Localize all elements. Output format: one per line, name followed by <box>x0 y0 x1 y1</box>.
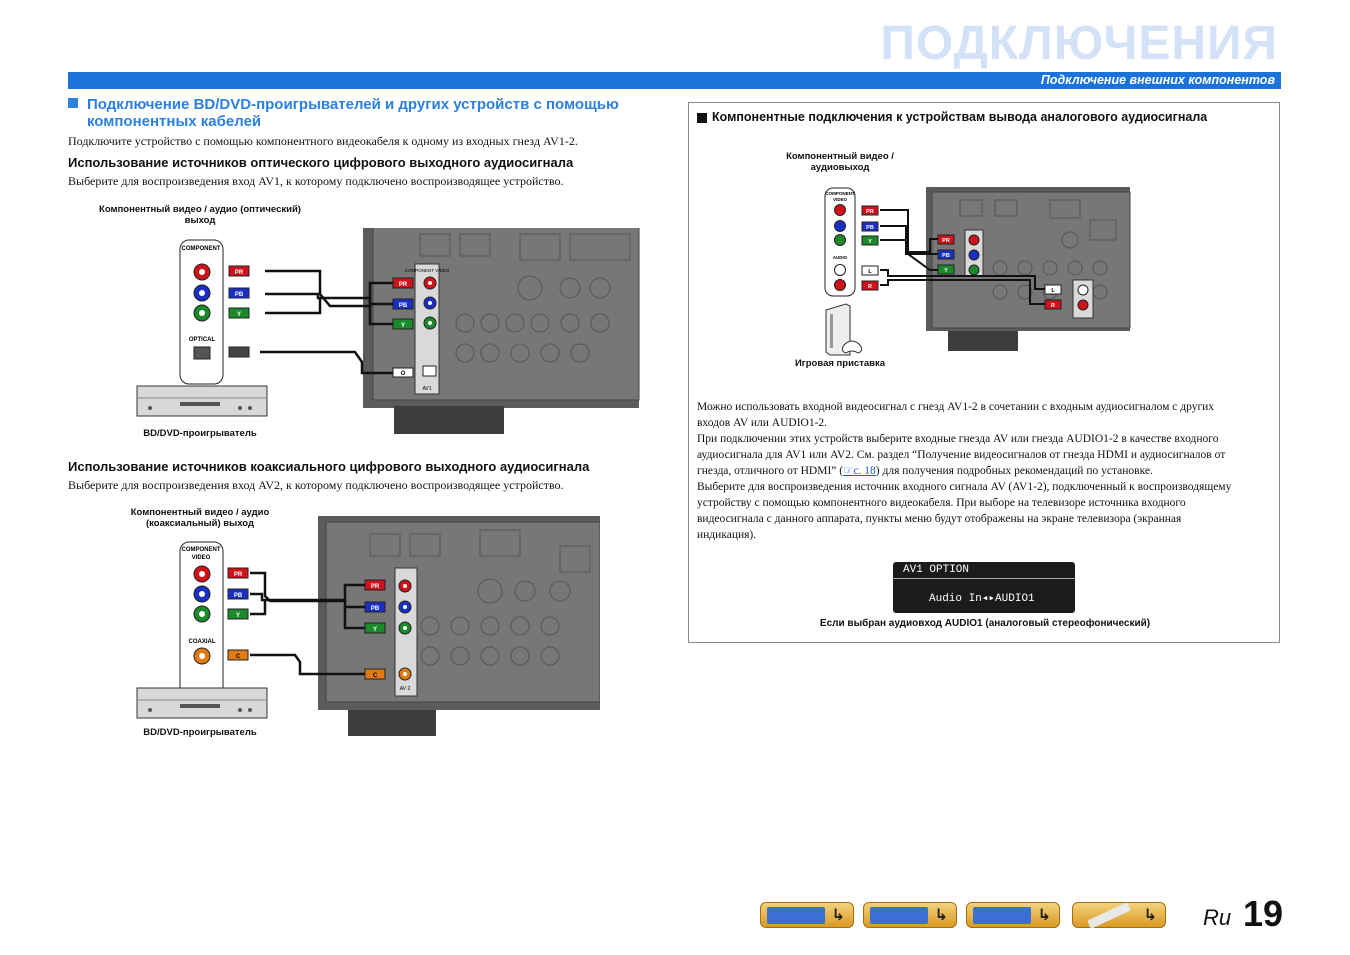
nav-remote-button[interactable] <box>1072 902 1166 928</box>
coaxial-text: Выберите для воспроизведения вход AV2, к которому подключено воспроизводящее устройство. <box>68 478 564 492</box>
rx2-plug-pr: PR <box>370 584 380 590</box>
para3-line4: индикация). <box>697 529 757 541</box>
right-body <box>697 399 1231 543</box>
para2-line3 <box>697 463 1231 479</box>
chapter-title: ПОДКЛЮЧЕНИЯ <box>880 17 1278 70</box>
rx3-plug-y: Y <box>944 268 948 274</box>
right-device-caption: Игровая приставка <box>794 358 886 369</box>
source-optical-label: OPTICAL <box>188 337 216 343</box>
src2-plug-c: C <box>235 654 241 660</box>
left-heading-line2: компонентных кабелей <box>87 113 262 130</box>
osd-value: Audio In◂▸AUDIO1 <box>929 593 1035 605</box>
receiver-av2-label: AV 2 <box>399 686 411 692</box>
src2-plug-y: Y <box>235 613 241 619</box>
src-plug-pr: PR <box>234 270 244 276</box>
left-intro: Подключите устройство с помощью компонентного видеокабеля к одному из входных гнезд AV1-2. <box>68 134 578 148</box>
return-arrow-icon: ↳ <box>831 905 845 924</box>
return-arrow-icon: ↳ <box>934 905 948 924</box>
rear-panel-icon <box>870 907 928 924</box>
return-arrow-icon: ↳ <box>1037 905 1051 924</box>
optical-caption <box>90 204 310 226</box>
src3-plug-r: R <box>868 284 872 290</box>
rx3-plug-pr: PR <box>942 238 950 244</box>
nav-front-panel-button[interactable] <box>760 902 854 928</box>
game-console-icon <box>826 304 862 355</box>
rx2-plug-c: C <box>372 673 378 679</box>
optical-title: Использование источников оптического цифрового выходного аудиосигнала <box>68 155 574 170</box>
rx3-plug-l: L <box>1051 288 1055 294</box>
para2-line3-b: ) для получения подробных рекомендаций по установке. <box>875 465 1153 477</box>
page-18-link[interactable]: ☞с. 18 <box>843 465 876 477</box>
nav-rear-panel-button[interactable] <box>863 902 957 928</box>
page-number: 19 <box>1243 893 1284 934</box>
receiver-component-label: COMPONENT VIDEO <box>404 268 450 273</box>
para2-line2: аудиосигнала для AV1 или AV2. См. раздел “Получение видеосигналов от гнезда HDMI и аудиосигналов от <box>697 449 1226 461</box>
right-caption-line1: Компонентный видео / <box>786 151 894 162</box>
source2-video-label: VIDEO <box>191 555 211 561</box>
src-plug-pb: PB <box>234 292 244 298</box>
language-code: Ru <box>1203 905 1232 930</box>
display-icon <box>973 907 1031 924</box>
coaxial-connection-diagram <box>130 516 600 736</box>
receiver-foot <box>394 406 504 434</box>
source2-component-label: COMPONENT <box>181 547 221 553</box>
rx2-plug-pb: PB <box>370 606 380 612</box>
src2-plug-pb: PB <box>233 593 243 599</box>
coaxial-caption-line1: Компонентный видео / аудио <box>130 507 270 518</box>
rx-plug-pr: PR <box>398 282 408 288</box>
bd-player-icon-2 <box>137 688 267 718</box>
rx3-plug-r: R <box>1051 303 1055 309</box>
para2-line3-a: гнезда, отличного от HDMI” ( <box>697 465 844 477</box>
right-video-label: VIDEO <box>832 197 848 202</box>
receiver-av1-label: AV1 <box>422 386 432 392</box>
optical-device-caption: BD/DVD-проигрыватель <box>143 428 257 439</box>
source-component-label: COMPONENT <box>181 246 221 252</box>
right-caption-line2: аудиовыход <box>810 162 870 173</box>
right-title: Компонентные подключения к устройствам вывода аналогового аудиосигнала <box>712 110 1208 124</box>
right-square-icon <box>697 113 707 123</box>
coaxial-device-caption: BD/DVD-проигрыватель <box>143 727 257 738</box>
rx-plug-y: Y <box>400 323 406 329</box>
coaxial-title: Использование источников коаксиального цифрового выходного аудиосигнала <box>68 459 590 474</box>
osd-caption: Если выбран аудиовход AUDIO1 (аналоговый стереофонический) <box>819 618 1151 629</box>
right-component-label: COMPONENT <box>825 191 855 196</box>
para1-line1: Можно использовать входной видеосигнал с гнезд AV1-2 в сочетании с входным аудиосигналом с других <box>697 401 1215 413</box>
para3-line3: видеосигнала с данного аппарата, пункты меню будут отображены на экране телевизора (экранная <box>697 513 1182 525</box>
optical-caption-line1: Компонентный видео / аудио (оптический) <box>99 204 301 215</box>
analog-connection-diagram <box>780 180 1140 375</box>
coaxial-caption-line2: (коаксиальный) выход <box>146 518 254 529</box>
rx-plug-pb: PB <box>398 303 408 309</box>
osd-title: AV1 OPTION <box>893 562 1075 579</box>
para3-line1: Выберите для воспроизведения источник входного сигнала AV (AV1-2), подключенный к воспроизводящему <box>697 481 1232 493</box>
optical-text: Выберите для воспроизведения вход AV1, к которому подключено воспроизводящее устройство. <box>68 174 564 188</box>
src3-plug-pr: PR <box>866 209 874 215</box>
src3-plug-l: L <box>868 269 872 275</box>
src3-plug-y: Y <box>868 239 872 245</box>
front-panel-icon <box>767 907 825 924</box>
remote-icon <box>1087 902 1131 929</box>
para3-line2: устройству с помощью компонентного видеокабеля. При выборе на телевизоре источника входного <box>697 497 1186 509</box>
para1-line2: входов AV или AUDIO1-2. <box>697 417 828 429</box>
rx2-plug-y: Y <box>372 627 378 633</box>
heading-square-icon <box>68 98 78 108</box>
src-plug-y: Y <box>236 312 242 318</box>
section-bar <box>68 72 1281 89</box>
section-bar-title: Подключение внешних компонентов <box>1040 73 1275 87</box>
source2-coaxial-label: COAXIAL <box>188 639 216 645</box>
return-arrow-icon: ↳ <box>1143 905 1157 924</box>
rx3-plug-pb: PB <box>942 253 950 259</box>
src3-plug-pb: PB <box>866 225 874 231</box>
src2-plug-pr: PR <box>233 572 243 578</box>
bd-player-icon <box>137 386 267 416</box>
right-caption <box>770 151 910 173</box>
nav-display-button[interactable] <box>966 902 1060 928</box>
para2-line1: При подключении этих устройств выберите входные гнезда AV или гнезда AUDIO1-2 в качестве входного <box>697 433 1219 445</box>
optical-connection-diagram <box>130 228 640 438</box>
optical-caption-line2: выход <box>184 215 216 226</box>
right-audio-label: AUDIO <box>832 255 848 260</box>
left-heading-line1: Подключение BD/DVD-проигрывателей и других устройств с помощью <box>87 96 619 113</box>
rx-plug-optical: O <box>400 371 406 377</box>
osd-display <box>893 562 1075 613</box>
